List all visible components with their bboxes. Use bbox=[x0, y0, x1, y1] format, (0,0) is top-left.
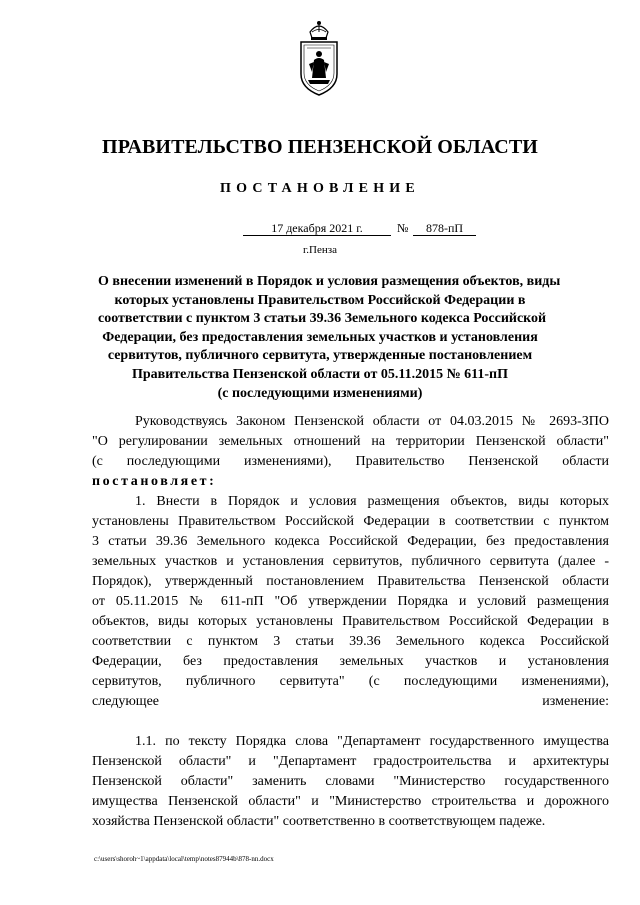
body-line: (с последующими изменениями), Правительство Пензенской области bbox=[92, 454, 609, 469]
document-body bbox=[92, 412, 609, 832]
file-path-footer: c:\users\shoroh~1\appdata\local\temp\notes87944b\878-nn.docx bbox=[94, 855, 274, 863]
body-line: 1. Внести в Порядок и условия размещения объектов, виды которых bbox=[135, 494, 609, 509]
body-line: 3 статьи 39.36 Земельного кодекса Российской Федерации, без предоставления bbox=[92, 534, 609, 549]
body-line: хозяйства Пензенской области" соответственно в соответствующем падеже. bbox=[92, 814, 546, 829]
government-name: ПРАВИТЕЛЬСТВО ПЕНЗЕНСКОЙ ОБЛАСТИ bbox=[102, 136, 538, 158]
number-sign: № bbox=[397, 221, 409, 235]
document-title bbox=[98, 273, 561, 403]
document-number: 878-пП bbox=[413, 221, 476, 236]
body-line: объектов, виды которых установлены Правительством Российской Федерации в bbox=[92, 614, 609, 629]
title-line: Правительства Пензенской области от 05.11.2015 № 611-пП bbox=[131, 366, 509, 382]
body-line: установлены Правительством Российской Федерации в соответствии с пунктом bbox=[92, 514, 609, 529]
title-line: сервитутов, публичного сервитута, утвержденные постановлением bbox=[107, 348, 533, 364]
body-line: 1.1. по тексту Порядка слова "Департамент государственного имущества bbox=[135, 734, 609, 749]
resolves-word: постановляет: bbox=[92, 474, 217, 489]
body-line bbox=[92, 712, 609, 732]
title-line: соответствии с пунктом 3 статьи 39.36 Земельного кодекса Российской bbox=[98, 311, 547, 327]
document-type: ПОСТАНОВЛЕНИЕ bbox=[220, 181, 420, 196]
document-date: 17 декабря 2021 г. bbox=[243, 221, 391, 236]
body-line: Пензенской области" заменить словами "Министерство государственного bbox=[92, 774, 609, 789]
document-city: г.Пенза bbox=[303, 244, 337, 256]
body-line: Федерации, без предоставления земельных участков и установления bbox=[92, 654, 609, 669]
body-line: следующее изменение: bbox=[92, 694, 609, 709]
body-line: Порядок), утвержденный постановлением Правительства Пензенской области bbox=[92, 574, 609, 589]
title-line: которых установлены Правительством Российской Федерации в bbox=[114, 292, 526, 308]
title-line: (с последующими изменениями) bbox=[217, 385, 423, 401]
title-line: О внесении изменений в Порядок и условия размещения объектов, виды bbox=[98, 274, 561, 289]
title-line: Федерации, без предоставления земельных участков и установления bbox=[102, 329, 538, 345]
body-line: "О регулировании земельных отношений на территории Пензенской области" bbox=[92, 434, 609, 449]
body-line: имущества Пензенской области" и "Министерство строительства и дорожного bbox=[92, 794, 609, 809]
body-line: Пензенской области" и "Департамент градостроительства и архитектуры bbox=[92, 754, 609, 769]
body-line: земельных участков и установления сервитутов, публичного сервитута (далее - bbox=[92, 554, 609, 569]
body-line: от 05.11.2015 № 611-пП "Об утверждении Порядка и условий размещения bbox=[92, 594, 609, 609]
body-line: сервитутов, публичного сервитута" (с последующими изменениями), bbox=[92, 674, 609, 689]
coat-of-arms-emblem bbox=[296, 18, 342, 98]
body-line: соответствии с пунктом 3 статьи 39.36 Земельного кодекса Российской bbox=[92, 634, 609, 649]
body-line: Руководствуясь Законом Пензенской области от 04.03.2015 № 2693-ЗПО bbox=[135, 414, 609, 429]
